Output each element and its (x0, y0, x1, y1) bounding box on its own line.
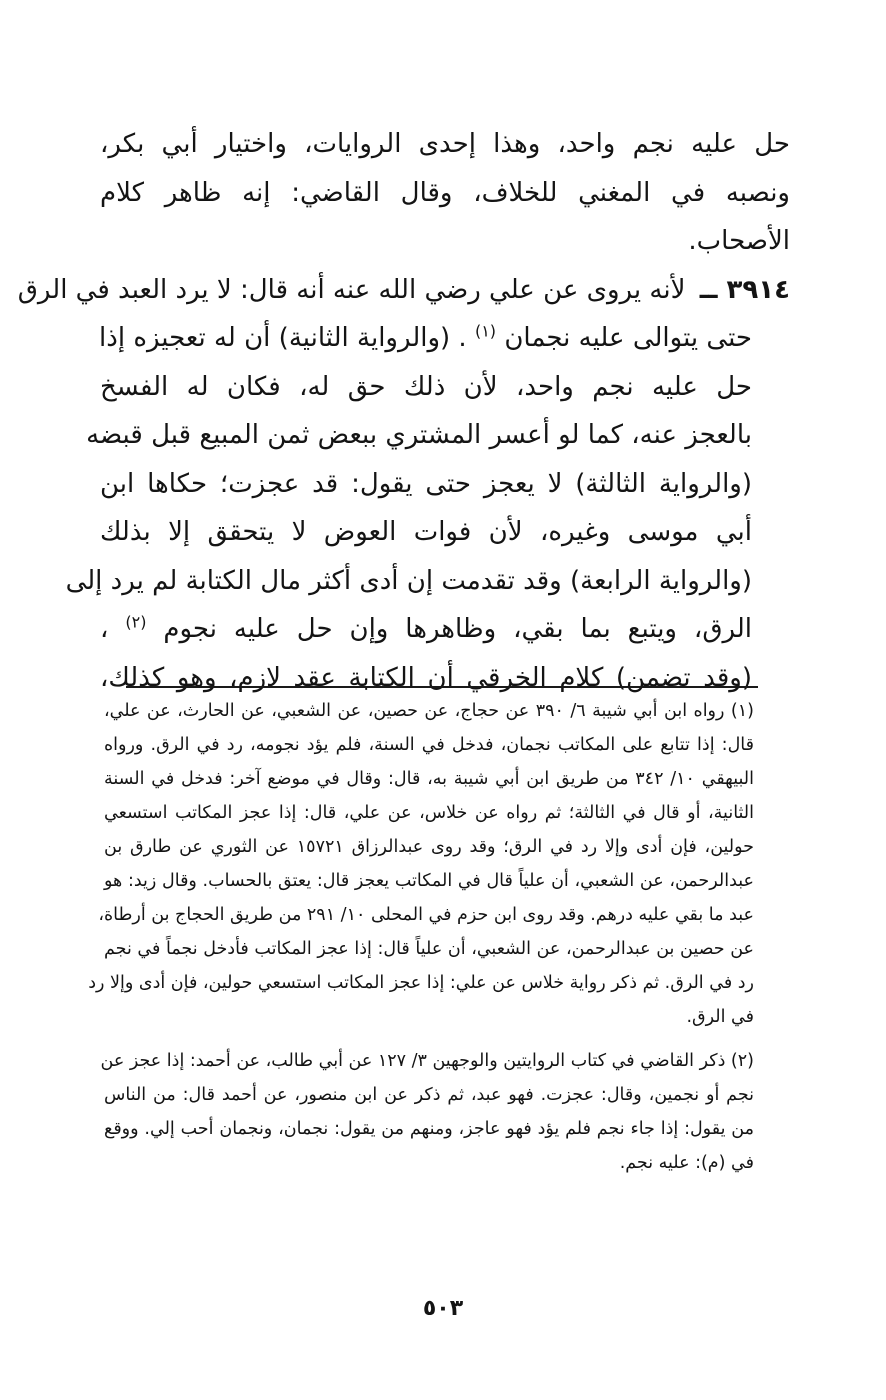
footnote-line: الثانية، أو قال في الثالثة؛ ثم رواه عن خلاس، عن علي، قال: إذا عجز المكاتب استسعي (104, 803, 754, 823)
text-segment: ، (100, 614, 109, 644)
footnotes-block (88, 694, 754, 1180)
footnote-line: من يقول: إذا جاء نجم فلم يؤد فهو عاجز، ومنهم من يقول: نجمان، ونجمان أحب إلي. ووقع (104, 1119, 754, 1139)
footnote-line: في الرق. (686, 1007, 754, 1027)
footnote-2 (100, 1044, 754, 1180)
text-line: لأنه يروى عن علي رضي الله عنه أنه قال: لا يرد العبد في الرق (17, 274, 686, 305)
text-line: حل عليه نجم واحد، وهذا إحدى الروايات، واختيار أبي بكر، (100, 129, 790, 159)
footnote-line: نجم أو نجمين، وقال: عجزت. فهو عبد، ثم ذكر عن ابن منصور، عن أحمد قال: من الناس (104, 1085, 754, 1105)
text-line-with-footnote-ref (100, 314, 790, 363)
footnote-ref-1[interactable]: (١) (474, 321, 497, 341)
text-line: (وقد تضمن) كلام الخرقي أن الكتابة عقد لازم، وهو كذلك، (100, 662, 752, 693)
footnote-line: (١) رواه ابن أبي شيبة ٦/ ٣٩٠ عن حجاج، عن حصين، عن الشعبي، عن الحارث، عن علي، (104, 701, 754, 721)
page-number: ٥٠٣ (422, 1296, 464, 1321)
paragraph-number: ٣٩١٤ ــ (699, 274, 790, 305)
footnote-line: عبد ما بقي عليه درهم. وقد روى ابن حزم في المحلى ١٠/ ٢٩١ من طريق الحجاج بن أرطاة، (98, 905, 754, 925)
text-segment: . (والرواية الثانية) أن له تعجيزه إذا (99, 323, 467, 353)
paragraph-first-line (17, 266, 790, 315)
text-line: بالعجز عنه، كما لو أعسر المشتري ببعض ثمن المبيع قبل قبضه (86, 420, 752, 450)
footnote-1 (88, 694, 754, 1034)
footnote-line: (٢) ذكر القاضي في كتاب الروايتين والوجهين ٣/ ١٢٧ عن أبي طالب، عن أحمد: إذا عجز عن (100, 1051, 754, 1071)
text-line: ونصبه في المغني للخلاف، وقال القاضي: إنه ظاهر كلام (100, 177, 790, 208)
footnote-line: حولين، فإن أدى وإلا رد في الرق؛ وقد روى عبدالرزاق ١٥٧٢١ عن الثوري عن طارق بن (104, 837, 754, 857)
footnote-line: في (م): عليه نجم. (619, 1153, 754, 1173)
footnote-line: قال: إذا تتابع على المكاتب نجمان، فدخل في السنة، فلم يؤد نجومه، رد في الرق. ورواه (104, 735, 754, 755)
footnote-line: رد في الرق. ثم ذكر رواية خلاس عن علي: إذا عجز المكاتب استسعي حولين، فإن أدى وإلا رد (88, 973, 754, 993)
text-line: الأصحاب. (688, 226, 790, 256)
main-text-block (17, 120, 790, 702)
footnote-line: عبدالرحمن، عن الشعبي، أن علياً قال في المكاتب يعجز قال: يعتق بالحساب. وقال زيد: هو (104, 871, 754, 891)
footnote-ref-2[interactable]: (٢) (125, 612, 147, 632)
footnote-separator (126, 686, 758, 688)
text-line: (والرواية الثالثة) لا يعجز حتى يقول: قد عجزت؛ حكاها ابن (100, 468, 752, 499)
footnote-line: البيهقي ١٠/ ٣٤٢ من طريق ابن أبي شيبة به، قال: وقال في موضع آخر: فدخل في السنة (104, 769, 754, 789)
text-line-with-footnote-ref (100, 605, 790, 654)
text-segment: حتى يتوالى عليه نجمان (504, 323, 752, 353)
footnote-spacer (104, 1034, 754, 1044)
text-line: أبي موسى وغيره، لأن فوات العوض لا يتحقق إلا بذلك (100, 517, 752, 547)
footnote-line: عن حصين بن عبدالرحمن، عن الشعبي، أن علياً قال: إذا عجز المكاتب فأدخل نجماً في نجم (104, 939, 754, 959)
text-line: حل عليه نجم واحد، لأن ذلك حق له، فكان له الفسخ (100, 371, 752, 402)
text-line: (والرواية الرابعة) وقد تقدمت إن أدى أكثر مال الكتابة لم يرد إلى (65, 565, 752, 596)
text-segment: الرق، ويتبع بما بقي، وظاهرها وإن حل عليه نجوم (163, 614, 752, 644)
